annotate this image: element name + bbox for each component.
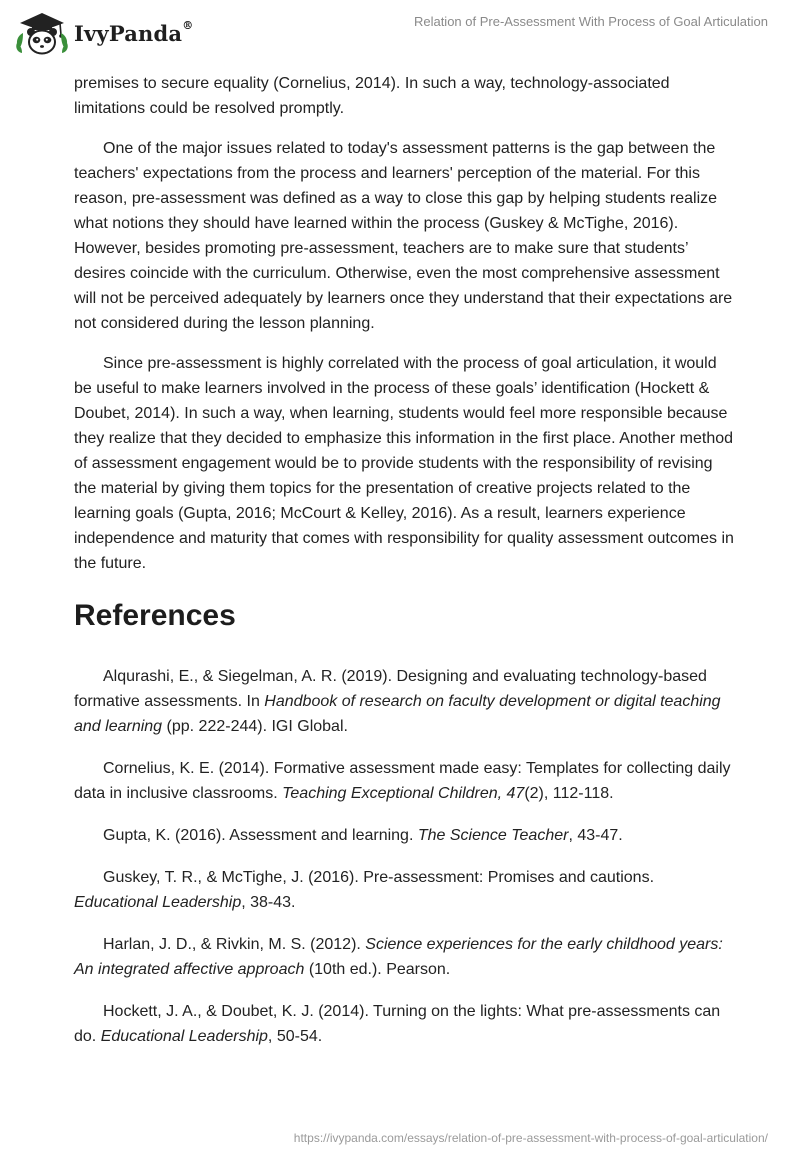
reference-item: Harlan, J. D., & Rivkin, M. S. (2012). Science experiences for the early childhood years: An integrated affective approach (10th ed.). Pearson.: [74, 936, 723, 978]
reference-item: Cornelius, K. E. (2014). Formative assessment made easy: Templates for collecting daily data in inclusive classrooms. Teaching Exceptional Children, 47(2), 112-118.: [74, 760, 731, 802]
panda-graduate-icon: [14, 9, 70, 57]
reference-item: Hockett, J. A., & Doubet, K. J. (2014). Turning on the lights: What pre-assessments can do. Educational Leadership, 50-54.: [74, 1003, 721, 1045]
page-header: [0, 0, 800, 66]
ivypanda-logo[interactable]: [14, 9, 193, 57]
document-title: Relation of Pre-Assessment With Process of Goal Articulation: [413, 14, 768, 29]
body-paragraph: One of the major issues related to today's assessment patterns is the gap between the teachers' expectations from the process and learners' perception of the material. For this reason, pre-assessment was defined as a way to close this gap by helping students realize what notions they should have learned within the process (Guskey & McTighe, 2016). However, besides promoting pre-assessment, teachers are to make sure that students’ desires coincide with the curriculum. Otherwise, even the most comprehensive assessment will not be perceived adequately by learners once they understand that their expectations are not considered during the lesson planning.: [74, 140, 733, 332]
essay-content: [74, 71, 734, 1066]
logo-text: IvyPanda®: [74, 18, 194, 46]
source-url[interactable]: https://ivypanda.com/essays/relation-of-pre-assessment-with-process-of-goal-articulation/: [293, 1131, 768, 1145]
references-heading: References: [74, 599, 236, 632]
reference-item: Guskey, T. R., & McTighe, J. (2016). Pre-assessment: Promises and cautions. Educational Leadership, 38-43.: [74, 869, 655, 911]
body-paragraph: premises to secure equality (Cornelius, 2014). In such a way, technology-associated limitations could be resolved promptly.: [74, 75, 670, 117]
body-paragraph: Since pre-assessment is highly correlated with the process of goal articulation, it would be useful to make learners involved in the process of these goals’ identification (Hockett & Doubet, 2014). In such a way, when learning, students would feel more responsible because they realize that they decided to emphasize this information in the first place. Another method of assessment engagement would be to provide students with the responsibility of revising the material by giving them topics for the presentation of creative projects related to the learning goals (Gupta, 2016; McCourt & Kelley, 2016). As a result, learners experience independence and maturity that comes with responsibility for quality assessment outcomes in the future.: [74, 355, 734, 572]
reference-item: Gupta, K. (2016). Assessment and learning. The Science Teacher, 43-47.: [103, 827, 623, 844]
reference-item: Alqurashi, E., & Siegelman, A. R. (2019). Designing and evaluating technology-based formative assessments. In Handbook of research on faculty development or digital teaching and learning (pp. 222-244). IGI Global.: [74, 668, 721, 735]
